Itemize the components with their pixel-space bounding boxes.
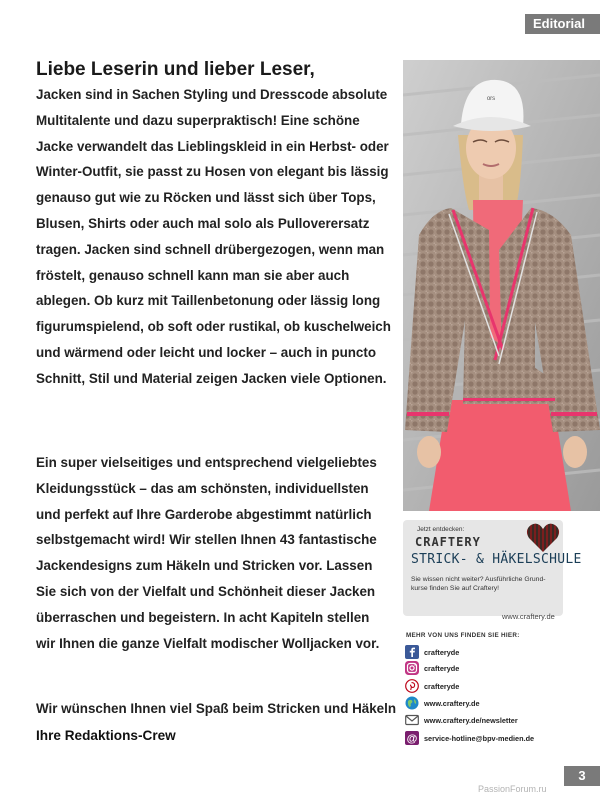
text-line: Jacke verwandelt das Lieblingskleid in ein Herbst- oder <box>36 138 389 154</box>
text-line: Winter-Outfit, sie passt zu Hosen von elegant bis lässig <box>36 164 389 180</box>
ad-desc-line: kurse finden Sie auf Craftery! <box>411 584 500 592</box>
text-line: Jacken sind in Sachen Styling und Dresscode absolute <box>36 87 388 102</box>
ad-intro: Jetzt entdecken: <box>417 526 465 533</box>
text-line: Kleidungsstück – das am schönsten, individuellsten <box>36 480 369 496</box>
social-label: www.craftery.de/newsletter <box>424 715 518 725</box>
social-link-instagram[interactable] <box>405 660 459 676</box>
section-label: Editorial <box>525 14 600 34</box>
text-line: selbstgemacht wird! Wir stellen Ihnen 43 fantastische <box>36 532 377 548</box>
text-line: ablegen. Ob kurz mit Taillenbetonung oder lässig long <box>36 293 381 309</box>
heart-icon <box>526 522 560 554</box>
social-label: crafteryde <box>424 663 460 673</box>
pinterest-icon <box>405 679 419 693</box>
text-line: Ein super vielseitiges und entsprechend vielgeliebtes <box>36 455 377 470</box>
social-label: www.craftery.de <box>424 698 480 708</box>
watermark: PassionForum.ru <box>478 784 547 794</box>
facebook-icon <box>405 645 419 659</box>
text-line: und wärmend oder leicht und locker – auch in puncto <box>36 344 377 360</box>
mail-icon <box>405 713 419 727</box>
fashion-photo <box>403 60 600 511</box>
text-line: Schnitt, Stil und Material zeigen Jacken viele Optionen. <box>36 370 387 386</box>
editorial-paragraph-1 <box>36 82 398 392</box>
editorial-closing: Wir wünschen Ihnen viel Spaß beim Stricken und Häkeln <box>36 701 397 716</box>
text-line: tragen. Jacken sind schnell drübergezogen, wenn man <box>36 241 385 257</box>
globe-icon <box>405 696 419 710</box>
social-link-newsletter[interactable] <box>405 712 518 728</box>
cap-logo-text: ors <box>486 96 496 102</box>
page-number: 3 <box>564 766 600 786</box>
social-heading: MEHR VON UNS FINDEN SIE HIER: <box>406 632 520 639</box>
text-line: Blusen, Shirts oder auch mal solo als Pulloverersatz <box>36 215 370 231</box>
text-line: wir Ihnen die ganze Vielfalt modischer Wolljacken vor. <box>36 635 380 651</box>
social-link-website[interactable] <box>405 695 480 711</box>
instagram-icon <box>405 661 419 675</box>
ad-brand: CRAFTERY <box>415 535 481 549</box>
social-link-email[interactable] <box>405 730 534 746</box>
social-label: crafteryde <box>424 681 460 691</box>
svg-text:@: @ <box>406 733 418 745</box>
social-label: service-hotline@bpv-medien.de <box>424 733 535 743</box>
text-line: und perfekt auf Ihre Garderobe abgestimmt natürlich <box>36 506 372 522</box>
text-line: Multitalente und dazu superpraktisch! Eine schöne <box>36 112 360 128</box>
ad-title: STRICK- & HÄKELSCHULE <box>411 552 582 567</box>
editorial-greeting: Liebe Leserin und lieber Leser, <box>36 59 315 80</box>
text-line: figurumspielend, ob soft oder rustikal, ob kuschelweich <box>36 319 391 335</box>
ad-desc-line: Sie wissen nicht weiter? Ausführliche Grund- <box>411 576 546 583</box>
text-line: genauso gut wie zu Röcken und lässt sich über Tops, <box>36 190 376 206</box>
model-illustration <box>403 60 600 511</box>
social-link-pinterest[interactable] <box>405 678 459 694</box>
ad-description <box>411 576 566 593</box>
editorial-signoff: Ihre Redaktions-Crew <box>36 728 176 743</box>
text-line: fröstelt, genauso schnell kann man sie aber auch <box>36 267 350 283</box>
social-label: crafteryde <box>424 647 460 657</box>
ad-url-link[interactable]: www.craftery.de <box>502 612 555 621</box>
text-line: überraschen und begeistern. In acht Kapiteln stellen <box>36 609 370 625</box>
text-line: Jackendesigns zum Häkeln und Stricken vor. Lassen <box>36 558 373 574</box>
social-link-facebook[interactable] <box>405 644 459 660</box>
at-icon <box>405 731 419 745</box>
editorial-paragraph-2 <box>36 450 398 656</box>
text-line: Sie sich von der Vielfalt und Schönheit dieser Jacken <box>36 583 376 599</box>
